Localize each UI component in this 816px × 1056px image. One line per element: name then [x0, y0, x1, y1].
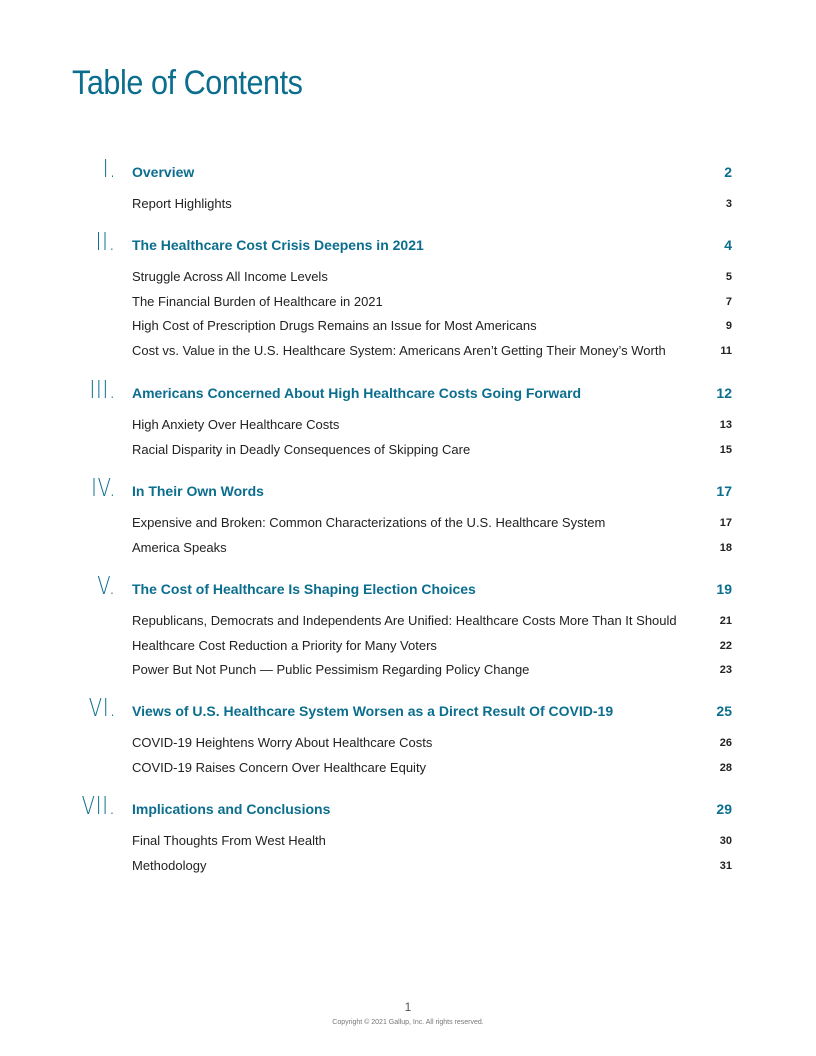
toc-entry[interactable]	[0, 294, 816, 312]
toc-entry[interactable]	[0, 318, 816, 336]
toc-entry-title: Expensive and Broken: Common Characterizations of the U.S. Healthcare System	[132, 515, 606, 530]
toc-entry-title: Methodology	[132, 857, 207, 873]
section-page-number: 17	[716, 483, 732, 499]
toc-entry-page-number: 13	[719, 419, 732, 431]
section-page-number: 19	[716, 581, 732, 597]
toc-entry[interactable]	[0, 196, 816, 214]
section-title[interactable]: Americans Concerned About High Healthcare Costs Going Forward	[132, 385, 582, 401]
section-page-number: 25	[716, 703, 732, 719]
section-numeral: I.	[102, 154, 116, 183]
toc-entry-page-number: 28	[719, 761, 732, 774]
section-title[interactable]: Implications and Conclusions	[132, 801, 331, 817]
toc-entry-page-number: 31	[719, 859, 732, 872]
section-numeral: II.	[95, 227, 116, 256]
toc-entry-page-number: 22	[719, 639, 732, 652]
toc-entry-page-number: 3	[725, 198, 732, 210]
toc-entry[interactable]	[0, 343, 816, 361]
section-title[interactable]: The Healthcare Cost Crisis Deepens in 2021	[132, 237, 424, 253]
toc-entry[interactable]	[0, 858, 816, 876]
section-title[interactable]: Views of U.S. Healthcare System Worsen as a Direct Result Of COVID-19	[132, 703, 614, 719]
toc-entry-page-number: 21	[719, 615, 732, 627]
toc-entry[interactable]	[0, 760, 816, 778]
toc-entry[interactable]	[0, 540, 816, 558]
toc-entry-title: Struggle Across All Income Levels	[132, 269, 328, 284]
section-page-number: 2	[724, 164, 732, 180]
section-numeral: IV.	[90, 473, 116, 502]
section-title[interactable]: Overview	[132, 164, 195, 180]
toc-entry-title: America Speaks	[132, 539, 227, 555]
toc-entry-page-number: 7	[725, 295, 732, 308]
toc-entry-title: Republicans, Democrats and Independents Are Unified: Healthcare Costs More Than It Should	[132, 613, 677, 628]
toc-entry-title: Report Highlights	[132, 196, 232, 211]
section-numeral: VII.	[81, 791, 116, 820]
toc-entry-title: The Financial Burden of Healthcare in 2021	[132, 293, 383, 309]
toc-entry-title: Racial Disparity in Deadly Consequences of Skipping Care	[132, 441, 471, 457]
toc-entry[interactable]	[0, 442, 816, 460]
section-page-number: 4	[724, 237, 732, 253]
section-numeral: III.	[89, 375, 116, 404]
toc-entry-page-number: 9	[725, 320, 732, 333]
toc-entry-page-number: 26	[719, 737, 732, 749]
toc-entry-title: Final Thoughts From West Health	[132, 833, 326, 848]
section-page-number: 12	[716, 385, 732, 401]
section-numeral: V.	[97, 571, 116, 600]
toc-entry[interactable]	[0, 833, 816, 851]
toc-entry[interactable]	[0, 638, 816, 656]
toc-entry[interactable]	[0, 735, 816, 753]
toc-entry-page-number: 11	[720, 344, 732, 357]
toc-entry-title: Cost vs. Value in the U.S. Healthcare System: Americans Aren’t Getting Their Money’s Worth	[132, 342, 666, 358]
toc-entry[interactable]	[0, 613, 816, 631]
footer-copyright: Copyright © 2021 Gallup, Inc. All rights reserved.	[332, 1019, 484, 1026]
toc-entry-page-number: 5	[725, 271, 732, 283]
toc-entry-title: COVID-19 Heightens Worry About Healthcare Costs	[132, 735, 433, 750]
toc-entry[interactable]	[0, 269, 816, 287]
section-numeral: VI.	[88, 693, 116, 722]
toc-entry-page-number: 17	[719, 517, 732, 529]
toc-entry-page-number: 23	[719, 664, 732, 677]
section-title[interactable]: The Cost of Healthcare Is Shaping Election Choices	[132, 581, 476, 597]
toc-entry[interactable]	[0, 515, 816, 533]
toc-entry-title: Power But Not Punch — Public Pessimism Regarding Policy Change	[132, 662, 530, 678]
toc-entry-page-number: 30	[719, 835, 732, 847]
toc-entry-page-number: 18	[719, 541, 732, 554]
toc-entry-page-number: 15	[719, 443, 732, 456]
section-title[interactable]: In Their Own Words	[132, 483, 264, 499]
toc-entry-title: Healthcare Cost Reduction a Priority for Many Voters	[132, 637, 437, 653]
footer-page-number: 1	[404, 1000, 412, 1014]
toc-entry[interactable]	[0, 662, 816, 680]
toc-entry-title: COVID-19 Raises Concern Over Healthcare Equity	[132, 759, 427, 775]
page-title: Table of Contents	[72, 64, 303, 102]
toc-entry[interactable]	[0, 417, 816, 435]
section-page-number: 29	[716, 801, 732, 817]
toc-entry-title: High Cost of Prescription Drugs Remains an Issue for Most Americans	[132, 318, 537, 334]
toc-entry-title: High Anxiety Over Healthcare Costs	[132, 417, 340, 432]
